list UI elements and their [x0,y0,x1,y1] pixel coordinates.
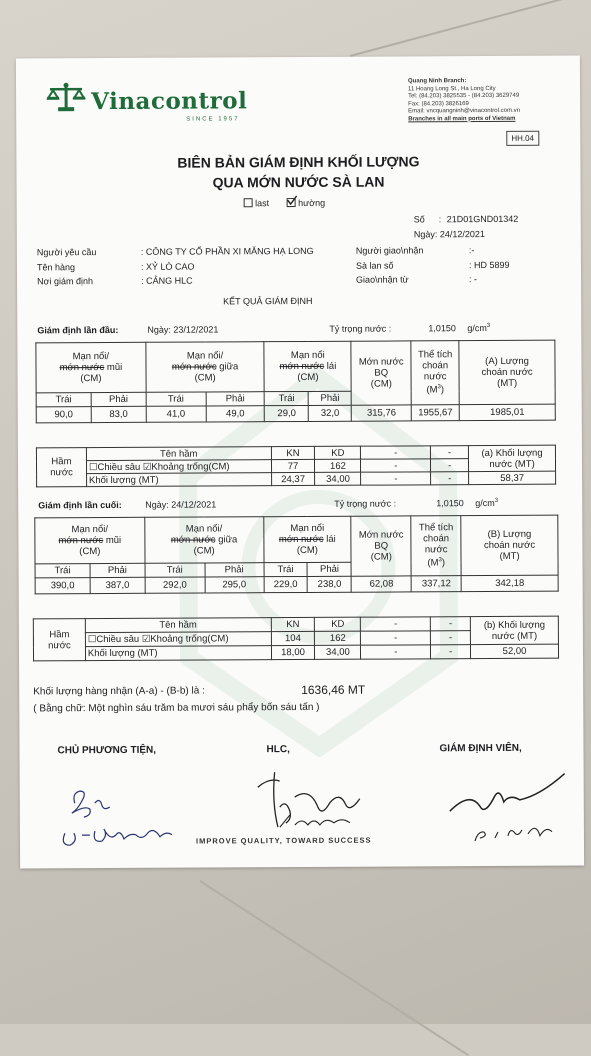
table-cell: 229,0 [264,576,308,592]
kd-header: KD [315,446,361,459]
option-last [244,198,270,208]
header-stern: Mạn nổi mớn nước lái (CM) [263,516,351,562]
first-tank-table [36,445,556,488]
document-number: 21D01GND01342 [447,214,519,224]
last-density-value: 1,0150 [436,498,464,508]
table-cell: - [431,631,471,645]
table-cell: 162 [315,631,361,645]
owner-signature [50,783,190,859]
table-cell: 58,37 [469,471,556,484]
signature-owner-label: CHỦ PHƯƠNG TIỆN, [57,745,156,757]
document-page [16,56,584,869]
first-density-unit: $g/cm^3$ [467,323,490,333]
location-value: : CẢNG HLC [141,276,193,286]
first-draft-table [35,340,555,424]
header-displacement-b: (B) Lượng choán nước (MT) [461,515,558,576]
table-cell: 32,0 [309,405,352,421]
requester-label: Người yêu cầu [37,247,97,257]
checkbox-checked-icon [287,198,296,207]
tank-name-header: Tên hầm [85,618,271,633]
header-mean-draft: Mớn nước BQ (CM) [351,516,411,576]
last-draft-table [34,515,558,595]
logo-since: SINCE 1957 [186,116,239,122]
last-survey-date: Ngày: 24/12/2021 [145,499,216,509]
first-density-label: Tỷ trọng nước : [329,324,391,334]
so-label: Số [414,214,425,224]
last-density-label: Tỷ trọng nước : [334,498,396,508]
table-cell: 390,0 [35,578,90,594]
col-starboard: Phải [309,391,352,405]
option-thuong [287,198,326,208]
table-cell: 34,00 [315,472,361,485]
table-cell: 1985,01 [459,404,555,421]
header-stern: Mạn nổi mớn nước lái (CM) [264,341,351,391]
table-cell: 62,08 [351,576,411,592]
tank-name-header: Tên hầm [86,447,271,461]
so-separator: : [439,214,442,224]
kd-header: KD [315,617,361,631]
col-port: Trái [146,392,206,406]
branch-line: Email: vncquangninh@vinacontrol.com.vn [408,108,520,116]
checkbox-empty-icon [244,198,253,207]
branch-line: Quang Ninh Branch: [408,78,520,86]
table-cell: 90,0 [36,407,91,423]
table-cell: 77 [271,459,315,472]
table-cell: 41,0 [146,406,206,422]
table-cell: - [431,472,469,485]
tank-label: Hầm nước [33,619,85,661]
deliverer-label: Người giao\nhận [356,245,424,255]
signature-hlc-label: HLC, [266,744,289,755]
total-value: 1636,46 MT [301,683,365,697]
barge-value: : HD 5899 [469,260,510,270]
header-volume: Thể tích choán nước $(M^3)$ [411,341,459,405]
tank-result-header: (b) Khối lượng nước (MT) [470,616,558,644]
col-starboard: Phải [206,392,265,406]
branch-info [408,78,520,124]
scales-logo-icon [46,82,86,112]
goods-value: : XỶ LÒ CAO [141,262,195,272]
table-cell: - [431,645,471,659]
table-cell: - [431,459,469,472]
table-cell: 24,37 [271,472,315,485]
requester-value: : CÔNG TY CỔ PHẦN XI MĂNG HẠ LONG [141,246,314,257]
header-volume: Thể tích choán nước $(M^3)$ [411,516,461,576]
table-cell: 342,18 [461,575,558,592]
option-last-label: last [255,198,269,208]
table-cell: 162 [315,459,361,472]
col-port: Trái [265,391,309,405]
table-cell: - [361,617,431,631]
location-label: Nơi giám định [37,276,93,286]
table-cell: 1955,67 [411,405,459,421]
inspector-signature [440,766,570,847]
col-starboard: Phải [90,563,145,577]
table-cell: - [361,472,431,485]
table-cell: - [361,459,431,472]
result-title: KẾT QUẢ GIÁM ĐỊNH [223,296,312,306]
table-cell: 29,0 [265,405,309,421]
weight-row-label: Khối lượng (MT) [86,473,271,487]
table-cell: 238,0 [308,576,352,592]
document-subtitle: QUA MỚN NƯỚC SÀ LAN [16,173,580,192]
table-cell: 292,0 [145,577,205,593]
col-port: Trái [36,393,91,407]
col-starboard: Phải [91,392,146,406]
branch-line: Branches in all main ports of Vietnam [408,115,520,123]
table-cell: 52,00 [471,644,559,658]
col-port: Trái [264,562,308,576]
last-tank-table [33,616,559,662]
table-cell: - [431,617,471,631]
col-starboard: Phải [307,562,351,576]
total-in-words: ( Bằng chữ: Một nghìn sáu trăm ba mươi sáu phẩy bốn sáu tấn ) [33,702,319,714]
depth-space-row: ☐Chiều sâu ☑Khoảng trống(CM) [85,632,271,647]
goods-label: Tên hàng [37,262,75,272]
first-survey-date: Ngày: 23/12/2021 [147,324,218,334]
branch-line: Fax: (84.203) 3826169 [408,100,520,108]
table-cell: 83,0 [91,406,146,422]
document-date: Ngày: 24/12/2021 [414,229,485,239]
table-cell: - [361,631,431,645]
depth-space-row: ☐Chiều sâu ☑Khoảng trống(CM) [86,460,271,474]
document-title: BIÊN BẢN GIÁM ĐỊNH KHỐI LƯỢNG [16,153,580,172]
col-starboard: Phải [205,563,264,577]
tank-result-header: (a) Khối lượng nước (MT) [469,445,556,471]
table-cell: - [361,645,431,659]
col-port: Trái [35,564,90,578]
table-cell: 295,0 [205,577,264,593]
header-mid: Mạn nổi/ mớn nước giữa (CM) [146,342,265,393]
kn-header: KN [271,617,315,631]
delivery-from-label: Giao\nhận từ [356,274,409,284]
kn-header: KN [271,446,315,459]
branch-line: 11 Hoang Long St., Ha Long City [408,85,520,93]
table-cell: 49,0 [206,406,265,422]
delivery-from-value: : - [469,274,477,284]
table-cell: 18,00 [271,645,315,659]
option-thuong-label: hường [298,198,325,208]
branch-line: Tel: (84.203) 3825535 - (84.203) 3629749 [408,93,520,101]
table-cell: - [431,446,469,459]
table-cell: - [361,446,431,459]
table-cell: 315,76 [352,405,412,421]
col-port: Trái [145,563,205,577]
last-survey-label: Giám định lần cuối: [38,500,122,510]
header-bow: Mạn nổi/ mớn nước mũi (CM) [36,342,146,393]
footer-slogan: IMPROVE QUALITY, TOWARD SUCCESS [196,836,372,846]
header-bow: Mạn nổi/ mớn nước mũi (CM) [35,517,145,564]
deliverer-value: :- [469,245,475,255]
weight-row-label: Khối lượng (MT) [85,646,271,661]
table-cell: 34,00 [315,645,361,659]
header-displacement-a: (A) Lượng choán nước (MT) [459,340,555,405]
barge-label: Sà lan số [356,261,394,271]
table-cell: 104 [271,631,315,645]
hlc-signature [250,767,380,838]
company-logo: Vinacontrol [91,87,247,115]
first-survey-label: Giám định lần đầu: [37,325,118,335]
header-mean-draft: Mớn nước BQ (CM) [351,341,411,405]
total-label: Khối lượng hàng nhận (A-a) - (B-b) là : [33,686,205,698]
tank-label: Hầm nước [36,448,86,487]
table-cell: 337,12 [411,576,461,592]
last-density-unit: $g/cm^3$ [475,498,498,508]
first-density-value: 1,0150 [428,323,456,333]
form-code: HH.04 [506,131,539,146]
table-cell: 387,0 [90,577,145,593]
signature-inspector-label: GIÁM ĐỊNH VIÊN, [439,743,521,754]
header-mid: Mạn nổi/ mớn nước giữa (CM) [145,517,264,564]
